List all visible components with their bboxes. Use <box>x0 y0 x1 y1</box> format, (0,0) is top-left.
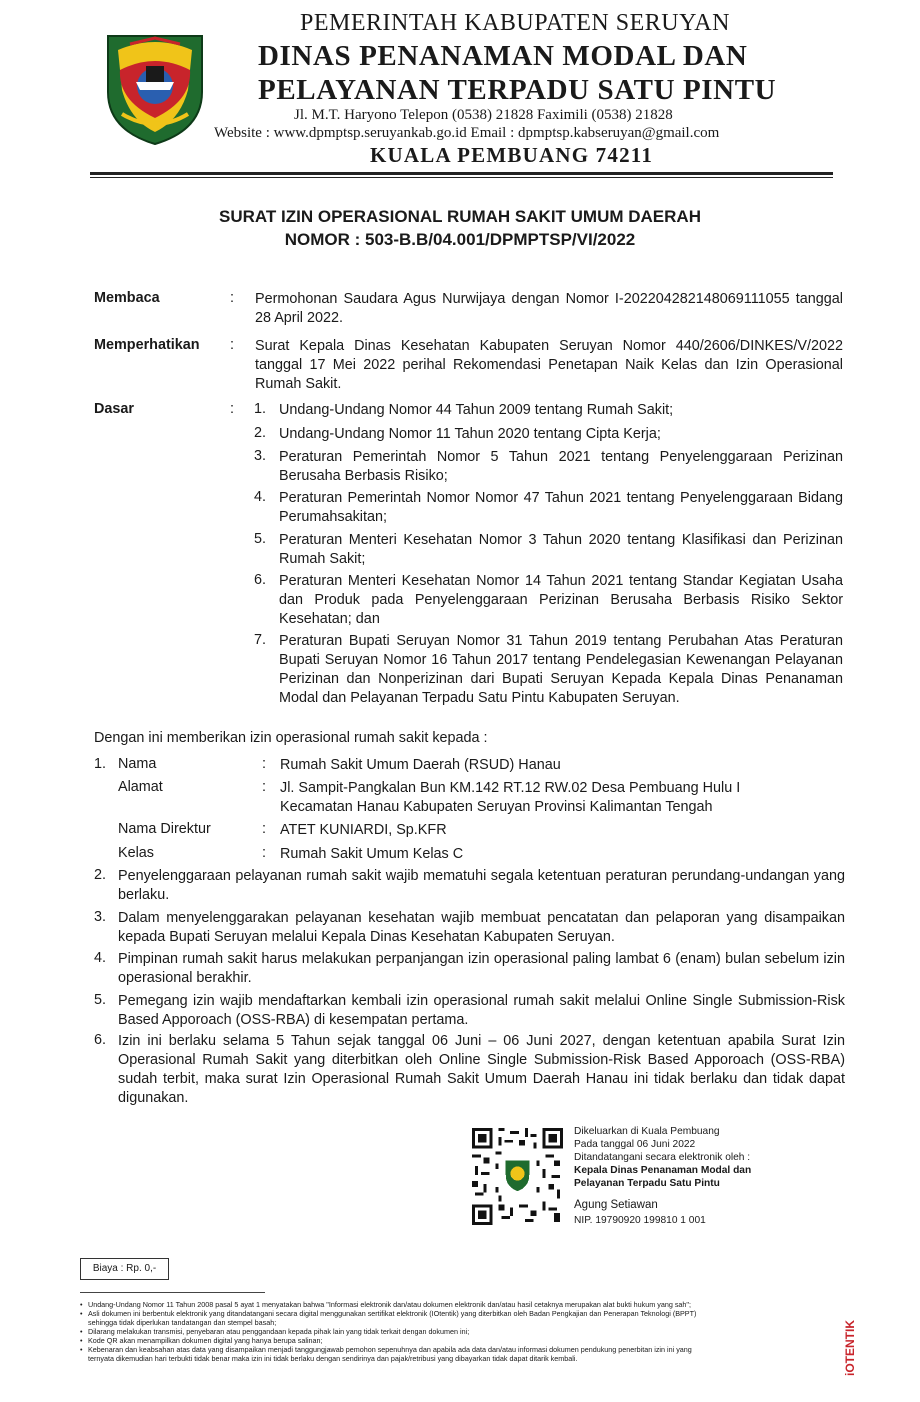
membaca-label: Membaca <box>94 290 160 306</box>
dasar-item-text: Peraturan Pemerintah Nomor Nomor 47 Tahun 2021 tentang Penyelenggaraan Bidang Perumahsakitan; <box>279 490 843 525</box>
signer-position-line1: Kepala Dinas Penanaman Modal dan <box>574 1165 752 1176</box>
field-value-kelas: Rumah Sakit Umum Kelas C <box>280 846 464 862</box>
field-colon: : <box>262 779 266 795</box>
provision-number: 4. <box>94 950 107 966</box>
letterhead-divider-thin <box>90 177 833 178</box>
footnote-item: • Kebenaran dan keabsahan atas data yang disampaikan menjadi tanggungjawab pemohon sepenuhnya dan apabila ada data dan/atau informasi dokumen pendukung penerbitan izin ini yang <box>80 1345 840 1354</box>
document-number: NOMOR : 503-B.B/04.001/DPMPTSP/VI/2022 <box>284 230 636 249</box>
provision-text: Izin ini berlaku selama 5 Tahun sejak tanggal 06 Juni – 06 Juni 2027, dengan ketentuan apabila Surat Izin Operasional Rumah Sakit yang diterbitkan oleh Online Single Submission-Risk Based Apporoach (OSS-RBA) sudah terbit, maka surat Izin Operasional Rumah Sakit Umum Daerah Hanau ini tidak berlaku dan tidak dapat digunakan. <box>118 1033 845 1106</box>
provision-number: 3. <box>94 909 107 925</box>
agency-website-email: Website : www.dpmptsp.seruyankab.go.id Email : dpmptsp.kabseruyan@gmail.com <box>214 125 720 141</box>
document-title: SURAT IZIN OPERASIONAL RUMAH SAKIT UMUM DAERAH <box>219 207 701 226</box>
issue-date: Pada tanggal 06 Juni 2022 <box>574 1139 696 1150</box>
government-name: PEMERINTAH KABUPATEN SERUYAN <box>300 10 730 36</box>
field-colon: : <box>262 756 266 772</box>
dasar-item-number: 7. <box>254 632 267 648</box>
qr-code[interactable] <box>471 1128 564 1225</box>
field-value-nama: Rumah Sakit Umum Daerah (RSUD) Hanau <box>280 757 561 773</box>
field-value-alamat: Jl. Sampit-Pangkalan Bun KM.142 RT.12 RW.02 Desa Pembuang Hulu I Kecamatan Hanau Kabupaten Seruyan Provinsi Kalimantan Tengah <box>280 780 741 815</box>
footnote-item: sehingga tidak diperlukan tandatangan dan stempel basah; <box>88 1318 277 1327</box>
signed-by-note: Ditandatangani secara elektronik oleh : <box>574 1152 751 1163</box>
agency-name-line1: DINAS PENANAMAN MODAL DAN <box>258 40 748 72</box>
field-label-nama: Nama <box>118 756 157 772</box>
grant-number: 1. <box>94 756 107 772</box>
signer-name: Agung Setiawan <box>574 1199 658 1211</box>
footnote-item: • Kode QR akan menampilkan dokumen digital yang hanya berupa salinan; <box>80 1336 840 1345</box>
provision-text: Dalam menyelenggarakan pelayanan kesehatan wajib membuat pencatatan dan pelaporan yang disampaikan kepada Bupati Seruyan melalui Kepala Dinas Kesehatan Kabupaten Seruyan. <box>118 910 845 945</box>
signer-nip: NIP. 19790920 199810 1 001 <box>574 1215 706 1226</box>
field-colon: : <box>262 821 266 837</box>
field-value-nama-direktur: ATET KUNIARDI, Sp.KFR <box>280 822 447 838</box>
dasar-item-text: Undang-Undang Nomor 44 Tahun 2009 tentang Rumah Sakit; <box>279 402 674 418</box>
dasar-item-text: Peraturan Menteri Kesehatan Nomor 3 Tahun 2020 tentang Klasifikasi dan Perizinan Rumah Sakit; <box>279 532 843 567</box>
dasar-item-text: Peraturan Menteri Kesehatan Nomor 14 Tahun 2021 tentang Standar Kegiatan Usaha dan Produk pada Penyelenggaraan Perizinan Berusaha Berbasis Risiko Sektor Kesehatan; dan <box>279 573 843 627</box>
membaca-colon: : <box>230 290 234 306</box>
footnote-item: • Dilarang melakukan transmisi, penyebaran atau penggandaan kepada pihak lain yang tidak terkait dengan dokumen ini; <box>80 1327 840 1336</box>
dasar-item-text: Undang-Undang Nomor 11 Tahun 2020 tentang Cipta Kerja; <box>279 426 661 442</box>
regency-emblem-logo <box>100 30 210 148</box>
field-label-nama-direktur: Nama Direktur <box>118 821 211 837</box>
dasar-colon: : <box>230 401 234 417</box>
footnote-item: ternyata dikemudian hari terbukti tidak benar maka izin ini tidak berlaku dengan sendirinya dan pajak/retribusi yang dibayarkan tidak dapat ditarik kembali. <box>88 1354 578 1363</box>
provision-text: Pimpinan rumah sakit harus melakukan perpanjangan izin operasional paling lambat 6 (enam) bulan sebelum izin operasional berakhir. <box>118 951 845 986</box>
signature-block <box>574 1125 751 1190</box>
provision-text: Pemegang izin wajib mendaftarkan kembali izin operasional rumah sakit melalui Online Single Submission-Risk Based Apporoach (OSS-RBA) di kesempatan pertama. <box>118 993 845 1028</box>
provision-number: 6. <box>94 1032 107 1048</box>
memperhatikan-text: Surat Kepala Dinas Kesehatan Kabupaten Seruyan Nomor 440/2606/DINKES/V/2022 tanggal 17 Mei 2022 perihal Rekomendasi Penetapan Naik Kelas dan Izin Operasional Rumah Sakit. <box>255 338 843 392</box>
memperhatikan-colon: : <box>230 337 234 353</box>
dasar-item-number: 1. <box>254 401 267 417</box>
letterhead-divider-thick <box>90 172 833 175</box>
memperhatikan-label: Memperhatikan <box>94 337 200 353</box>
footnote-item: • Undang-Undang Nomor 11 Tahun 2008 pasal 5 ayat 1 menyatakan bahwa "Informasi elektronik dan/atau dokumen elektronik dan/atau hasil cetaknya merupakan alat bukti hukum yang sah"; <box>80 1300 840 1309</box>
provision-number: 5. <box>94 992 107 1008</box>
signer-position-line2: Pelayanan Terpadu Satu Pintu <box>574 1178 720 1189</box>
dasar-item-number: 4. <box>254 489 267 505</box>
dasar-item-number: 2. <box>254 425 267 441</box>
provision-number: 2. <box>94 867 107 883</box>
field-colon: : <box>262 845 266 861</box>
dasar-item-text: Peraturan Bupati Seruyan Nomor 31 Tahun 2019 tentang Perubahan Atas Peraturan Bupati Seruyan Nomor 16 Tahun 2017 tentang Pendelegasian Kewenangan Pelayanan Perizinan dan Nonperizinan dari Bupati Seruyan Kepada Kepala Dinas Penanaman Modal dan Pelayanan Terpadu Satu Pintu Kabupaten Seruyan. <box>279 633 843 706</box>
agency-name-line2: PELAYANAN TERPADU SATU PINTU <box>258 74 777 106</box>
dasar-label: Dasar <box>94 401 135 417</box>
agency-address: Jl. M.T. Haryono Telepon (0538) 21828 Faximili (0538) 21828 <box>294 107 673 123</box>
grant-intro: Dengan ini memberikan izin operasional rumah sakit kepada : <box>94 730 488 746</box>
footnote-item: • Asli dokumen ini berbentuk elektronik yang ditandatangani secara digital menggunakan sertifikat elektronik (IOtentik) yang diterbitkan oleh Badan Pengkajian dan Penerapan Teknologi (BPPT) <box>80 1309 840 1318</box>
dasar-item-number: 3. <box>254 448 267 464</box>
footnotes <box>80 1300 840 1363</box>
provision-text: Penyelenggaraan pelayanan rumah sakit wajib mematuhi segala ketentuan peraturan perundang-undangan yang berlaku. <box>118 868 845 903</box>
issued-at: Dikeluarkan di Kuala Pembuang <box>574 1126 720 1137</box>
dasar-item-text: Peraturan Pemerintah Nomor 5 Tahun 2021 tentang Penyelenggaraan Perizinan Berusaha Berbasis Risiko; <box>279 449 843 484</box>
field-label-kelas: Kelas <box>118 845 154 861</box>
agency-city: KUALA PEMBUANG 74211 <box>370 143 654 167</box>
footnote-divider <box>80 1292 265 1293</box>
dasar-item-number: 5. <box>254 531 267 547</box>
membaca-text: Permohonan Saudara Agus Nurwijaya dengan Nomor I-202204282148069111055 tanggal 28 April 2022. <box>255 291 843 326</box>
fee-box: Biaya : Rp. 0,- <box>80 1258 169 1280</box>
iotentik-logo <box>842 1298 858 1378</box>
iotentik-label: iOTENTIK <box>843 1320 857 1376</box>
dasar-item-number: 6. <box>254 572 267 588</box>
field-label-alamat: Alamat <box>118 779 163 795</box>
